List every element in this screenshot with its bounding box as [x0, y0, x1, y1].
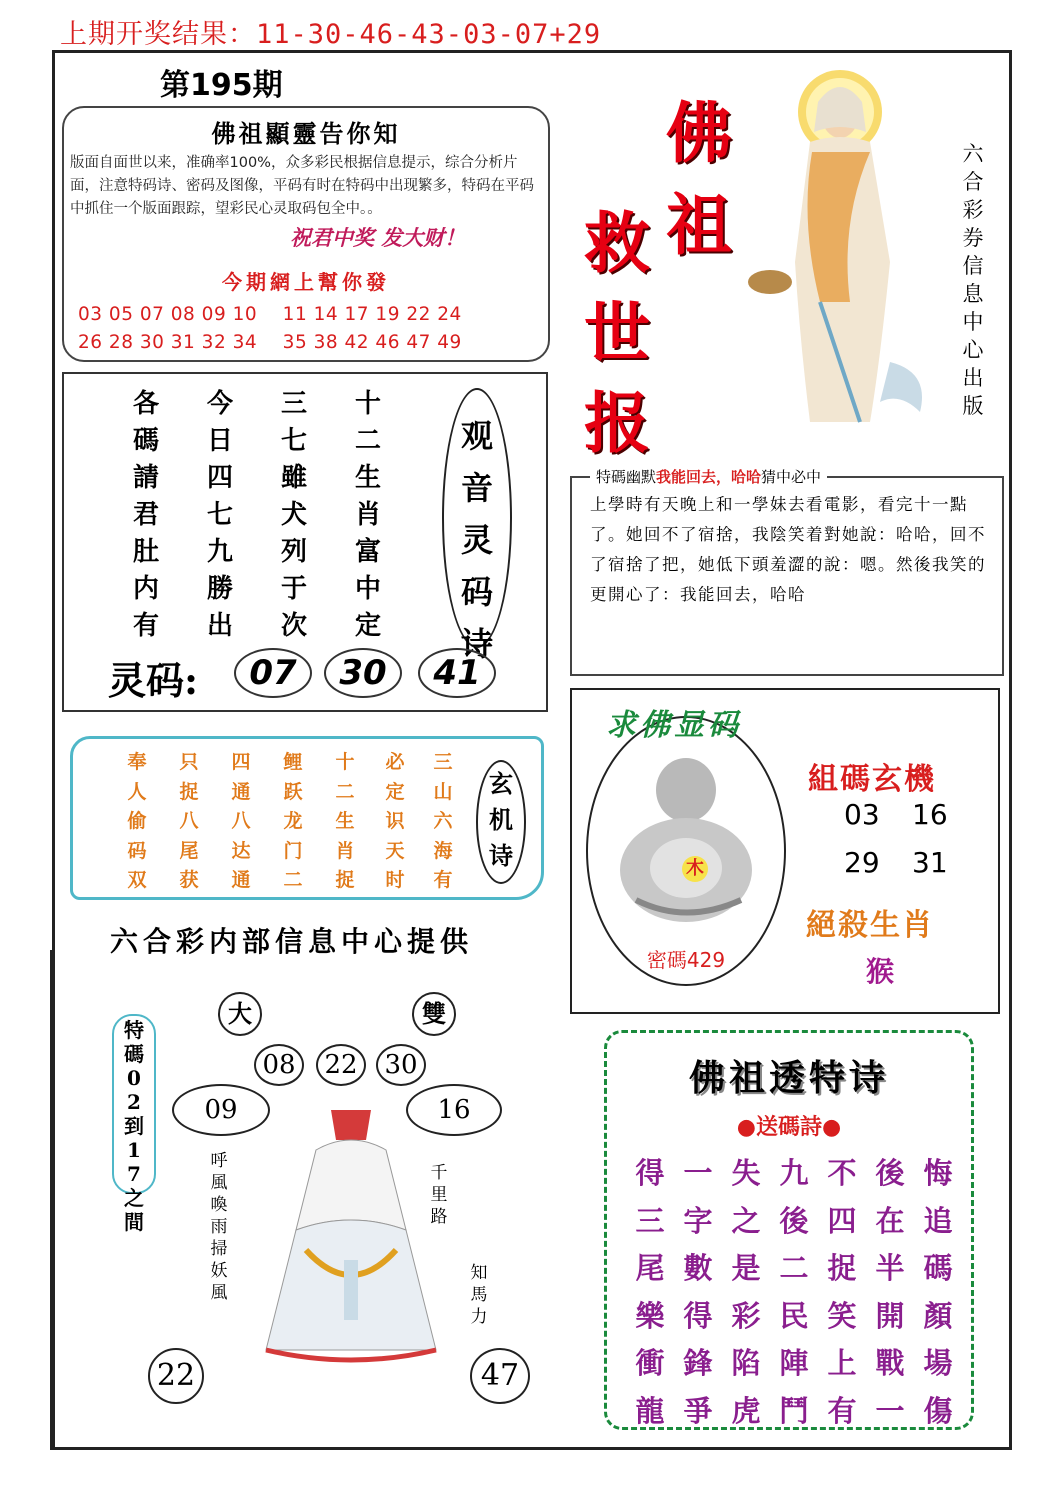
poem2-column: 九 後 二 民 陣 鬥: [779, 1156, 809, 1428]
phrase-right: 知 馬 力: [470, 1263, 488, 1327]
laughing-buddha-illustration: [606, 750, 766, 930]
xuanji-column: 十 二 生 肖 捉: [335, 751, 355, 891]
guanyin-illustration: [236, 1100, 466, 1370]
tema-text: 特 碼 0 2 到 1 7 之 間: [124, 1018, 144, 1234]
fo-xian-ma-title: 求佛显码: [606, 708, 742, 743]
poem2-column: 一 字 數 得 鋒 爭: [683, 1156, 713, 1428]
zuma-number: 31: [912, 846, 948, 879]
top-number: 08: [254, 1044, 304, 1086]
xuanji-column: 奉 人 偷 码 双: [127, 751, 147, 891]
main-title: [580, 80, 750, 462]
element-badge: 木: [682, 856, 708, 882]
secret-code: 密碼429: [646, 948, 726, 972]
poem2-column: 悔 追 碼 顏 場 傷: [923, 1156, 953, 1428]
left-rule: [50, 950, 53, 1450]
poem-title: 观 音 灵 码 诗: [460, 417, 493, 663]
double-circle: 雙: [412, 992, 456, 1036]
poem-column: 十 二 生 肖 富 中 定: [354, 389, 381, 641]
top-number: 22: [316, 1044, 366, 1086]
poem2-column: 得 三 尾 樂 衝 龍: [635, 1156, 665, 1428]
poem-column: 各 碼 請 君 肚 内 有: [132, 389, 159, 641]
right-circle-number: 47: [470, 1348, 530, 1404]
xuanji-column: 必 定 识 天 时: [385, 751, 405, 891]
poem2-column: 不 四 捉 笑 上 有: [827, 1156, 857, 1428]
pick-numbers-row: 03 05 07 08 09 10 11 14 17 19 22 24: [78, 304, 462, 325]
xuanji-column: 三 山 六 海 有: [433, 751, 453, 891]
big-circle: 大: [218, 992, 262, 1036]
xuanji-title: 玄 机 诗: [489, 769, 513, 870]
phrase-right: 千 里 路: [430, 1163, 448, 1227]
buddha-illustration: [740, 62, 950, 450]
lingma-label: 灵码:: [108, 658, 199, 703]
title-char: 报: [584, 384, 650, 462]
title-char: 祖: [666, 186, 732, 264]
lingma-number: 30: [324, 648, 402, 698]
poem2-column: 後 在 半 開 戰 一: [875, 1156, 905, 1428]
todays-pick-title: 今期網上幫你發: [222, 270, 390, 294]
publisher-text: 六合彩券信息中心出版: [962, 142, 984, 418]
xuanji-column: 四 通 八 达 通: [231, 751, 251, 891]
top-number: 30: [376, 1044, 426, 1086]
zuma-number: 29: [844, 846, 880, 879]
phrase-left: 呼 風 喚 雨 掃 妖 風: [210, 1151, 228, 1303]
notice-text: 版面自面世以来，准确率100%，众多彩民根据信息提示，综合分析片面，注意特码诗、密码及图像，平码有时在特码中出现繁多，特码在平码中抓住一个版面跟踪，望彩民心灵取码包全中。。: [70, 155, 534, 217]
pick-numbers-row: 26 28 30 31 32 34 35 38 42 46 47 49: [78, 332, 462, 353]
joke-text: 上學時有天晚上和一學妹去看電影，看完十一點了。她回不了宿捨，我陰笑着對她說：哈哈，回不了宿捨了把，她低下頭羞澀的說：嗯。然後我笑的更開心了：我能回去，哈哈: [590, 495, 986, 604]
poem2-column: 失 之 是 彩 陷 虎: [731, 1156, 761, 1428]
joke-title-highlight: 我能回去，哈哈: [656, 468, 762, 486]
tou-te-poem-title: 佛祖透特诗: [688, 1057, 889, 1099]
title-char: 世: [584, 294, 650, 372]
last-result-header: 上期开奖结果：11-30-46-43-03-07+29: [60, 19, 602, 50]
jue-sha-title: 絕殺生肖: [806, 908, 934, 943]
lingma-number: 41: [418, 648, 496, 698]
zuma-title: 組碼玄機: [808, 762, 936, 797]
poem-column: 今 日 四 七 九 勝 出: [206, 389, 233, 641]
jue-sha-value: 猴: [866, 955, 895, 988]
xuanji-column: 鲤 跃 龙 门 二: [283, 751, 303, 891]
notice-title: 佛祖顯靈告你知: [211, 119, 401, 148]
poem-column: 三 七 雖 犬 列 于 次: [280, 389, 307, 641]
left-circle-number: 22: [148, 1348, 204, 1404]
right-oval-number: 16: [406, 1084, 502, 1136]
joke-title: [590, 466, 827, 487]
congrats-text: 祝君中奖 发大财！: [290, 225, 466, 250]
provider-text: 六合彩内部信息中心提供: [110, 925, 474, 958]
joke-title-prefix: 特碼幽默: [596, 468, 657, 486]
title-char: 佛: [666, 94, 732, 172]
left-oval-number: 09: [172, 1084, 270, 1136]
joke-title-suffix: 猜中必中: [761, 468, 822, 486]
zuma-number: 03: [844, 798, 880, 831]
song-ma-subtitle: ●送碼詩●: [736, 1114, 842, 1140]
title-char: 救: [584, 204, 650, 282]
lingma-number: 07: [234, 648, 312, 698]
xuanji-column: 只 捉 八 尾 获: [179, 751, 199, 891]
zuma-number: 16: [912, 798, 948, 831]
issue-number: 第195期: [160, 68, 283, 103]
